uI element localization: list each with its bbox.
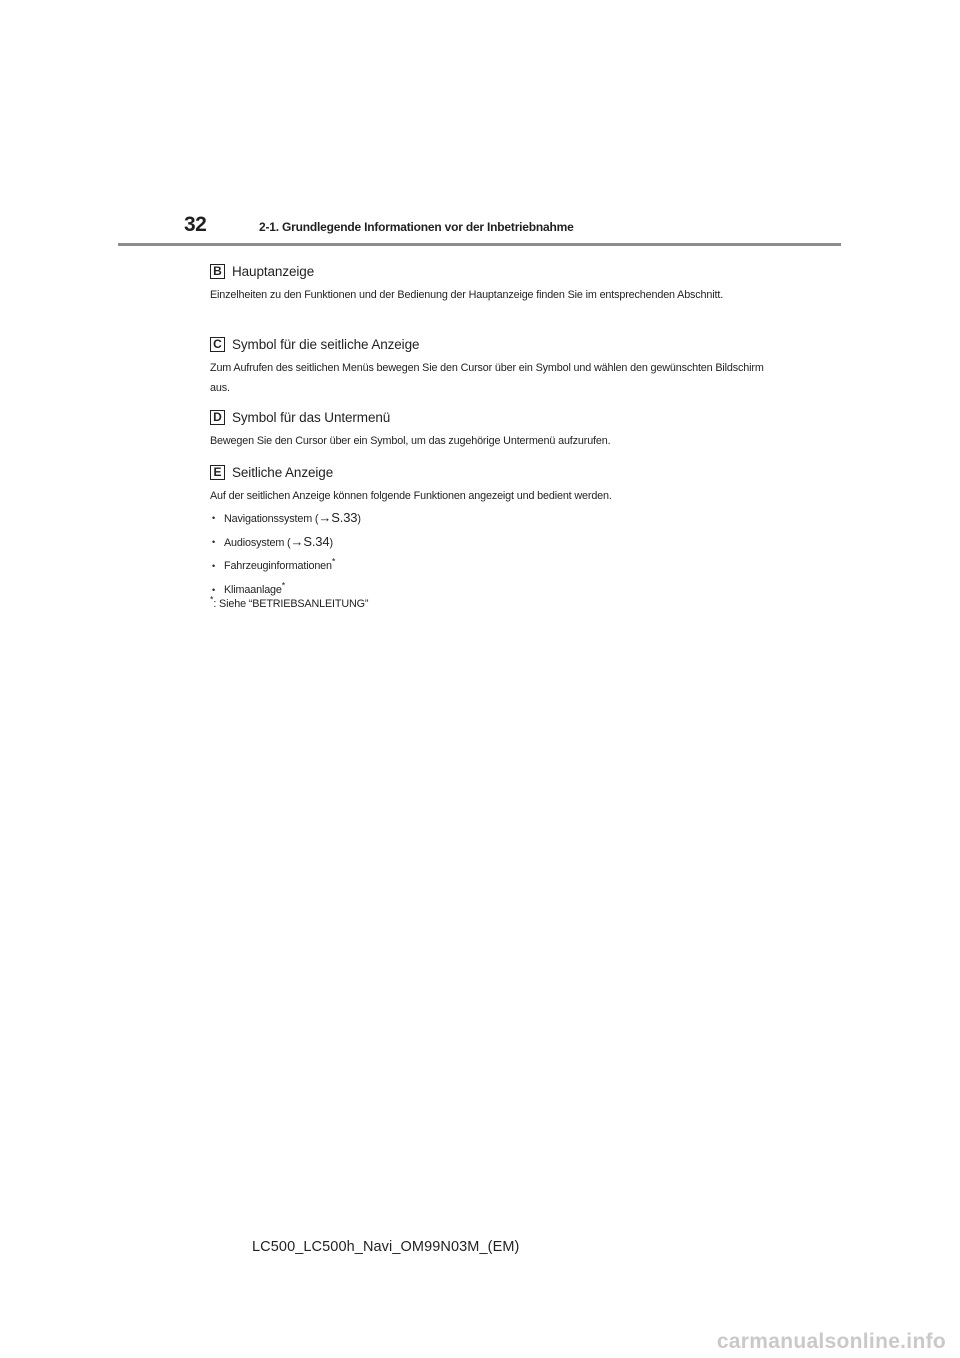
section-d: [210, 408, 770, 451]
list-item: • Navigationssystem (→S.33): [210, 506, 770, 530]
footnote: [210, 594, 369, 610]
list-item: • Fahrzeuginformationen*: [210, 554, 770, 578]
section-c: [210, 335, 770, 398]
footnote-marker: *: [281, 580, 286, 591]
page-ref-link[interactable]: →S.34: [290, 534, 330, 549]
footnote-text: : Siehe “BETRIEBSANLEITUNG”: [213, 598, 369, 610]
page-number: 32: [184, 213, 207, 236]
section-title-seitliche-anzeige: Seitliche Anzeige: [232, 464, 334, 480]
footer-manual-code: LC500_LC500h_Navi_OM99N03M_(EM): [252, 1239, 520, 1255]
section-letter-e: E: [210, 465, 225, 480]
list-item: • Audiosystem (→S.34): [210, 530, 770, 554]
section-letter-c: C: [210, 337, 225, 352]
section-letter-b: B: [210, 264, 225, 279]
footnote-marker: *: [331, 556, 336, 567]
list-item: • Klimaanlage*: [210, 578, 770, 602]
section-b: [210, 262, 770, 305]
section-body-symbol-untermenue: Bewegen Sie den Cursor über ein Symbol, um das zugehörige Untermenü aufzurufen.: [210, 435, 611, 447]
watermark: carmanualsonline.info: [716, 1330, 946, 1353]
section-letter-d: D: [210, 410, 225, 425]
section-title-hauptanzeige: Hauptanzeige: [232, 263, 315, 279]
chapter-title: 2-1. Grundlegende Informationen vor der Inbetriebnahme: [259, 220, 574, 234]
section-body-seitliche-anzeige: Auf der seitlichen Anzeige können folgende Funktionen angezeigt und bedient werden.: [210, 490, 612, 502]
page-ref-link[interactable]: →S.33: [318, 510, 358, 525]
section-title-symbol-seitliche-anzeige: Symbol für die seitliche Anzeige: [232, 336, 420, 352]
section-body-symbol-seitliche-anzeige: Zum Aufrufen des seitlichen Menüs bewegen Sie den Cursor über ein Symbol und wählen den gewünschten Bildschirm aus.: [210, 362, 764, 394]
section-title-symbol-untermenue: Symbol für das Untermenü: [232, 409, 391, 425]
section-body-hauptanzeige: Einzelheiten zu den Funktionen und der Bedienung der Hauptanzeige finden Sie im entsprechenden Abschnitt.: [210, 289, 724, 301]
footnote-star: *: [210, 594, 214, 605]
header-rule: [118, 243, 841, 246]
